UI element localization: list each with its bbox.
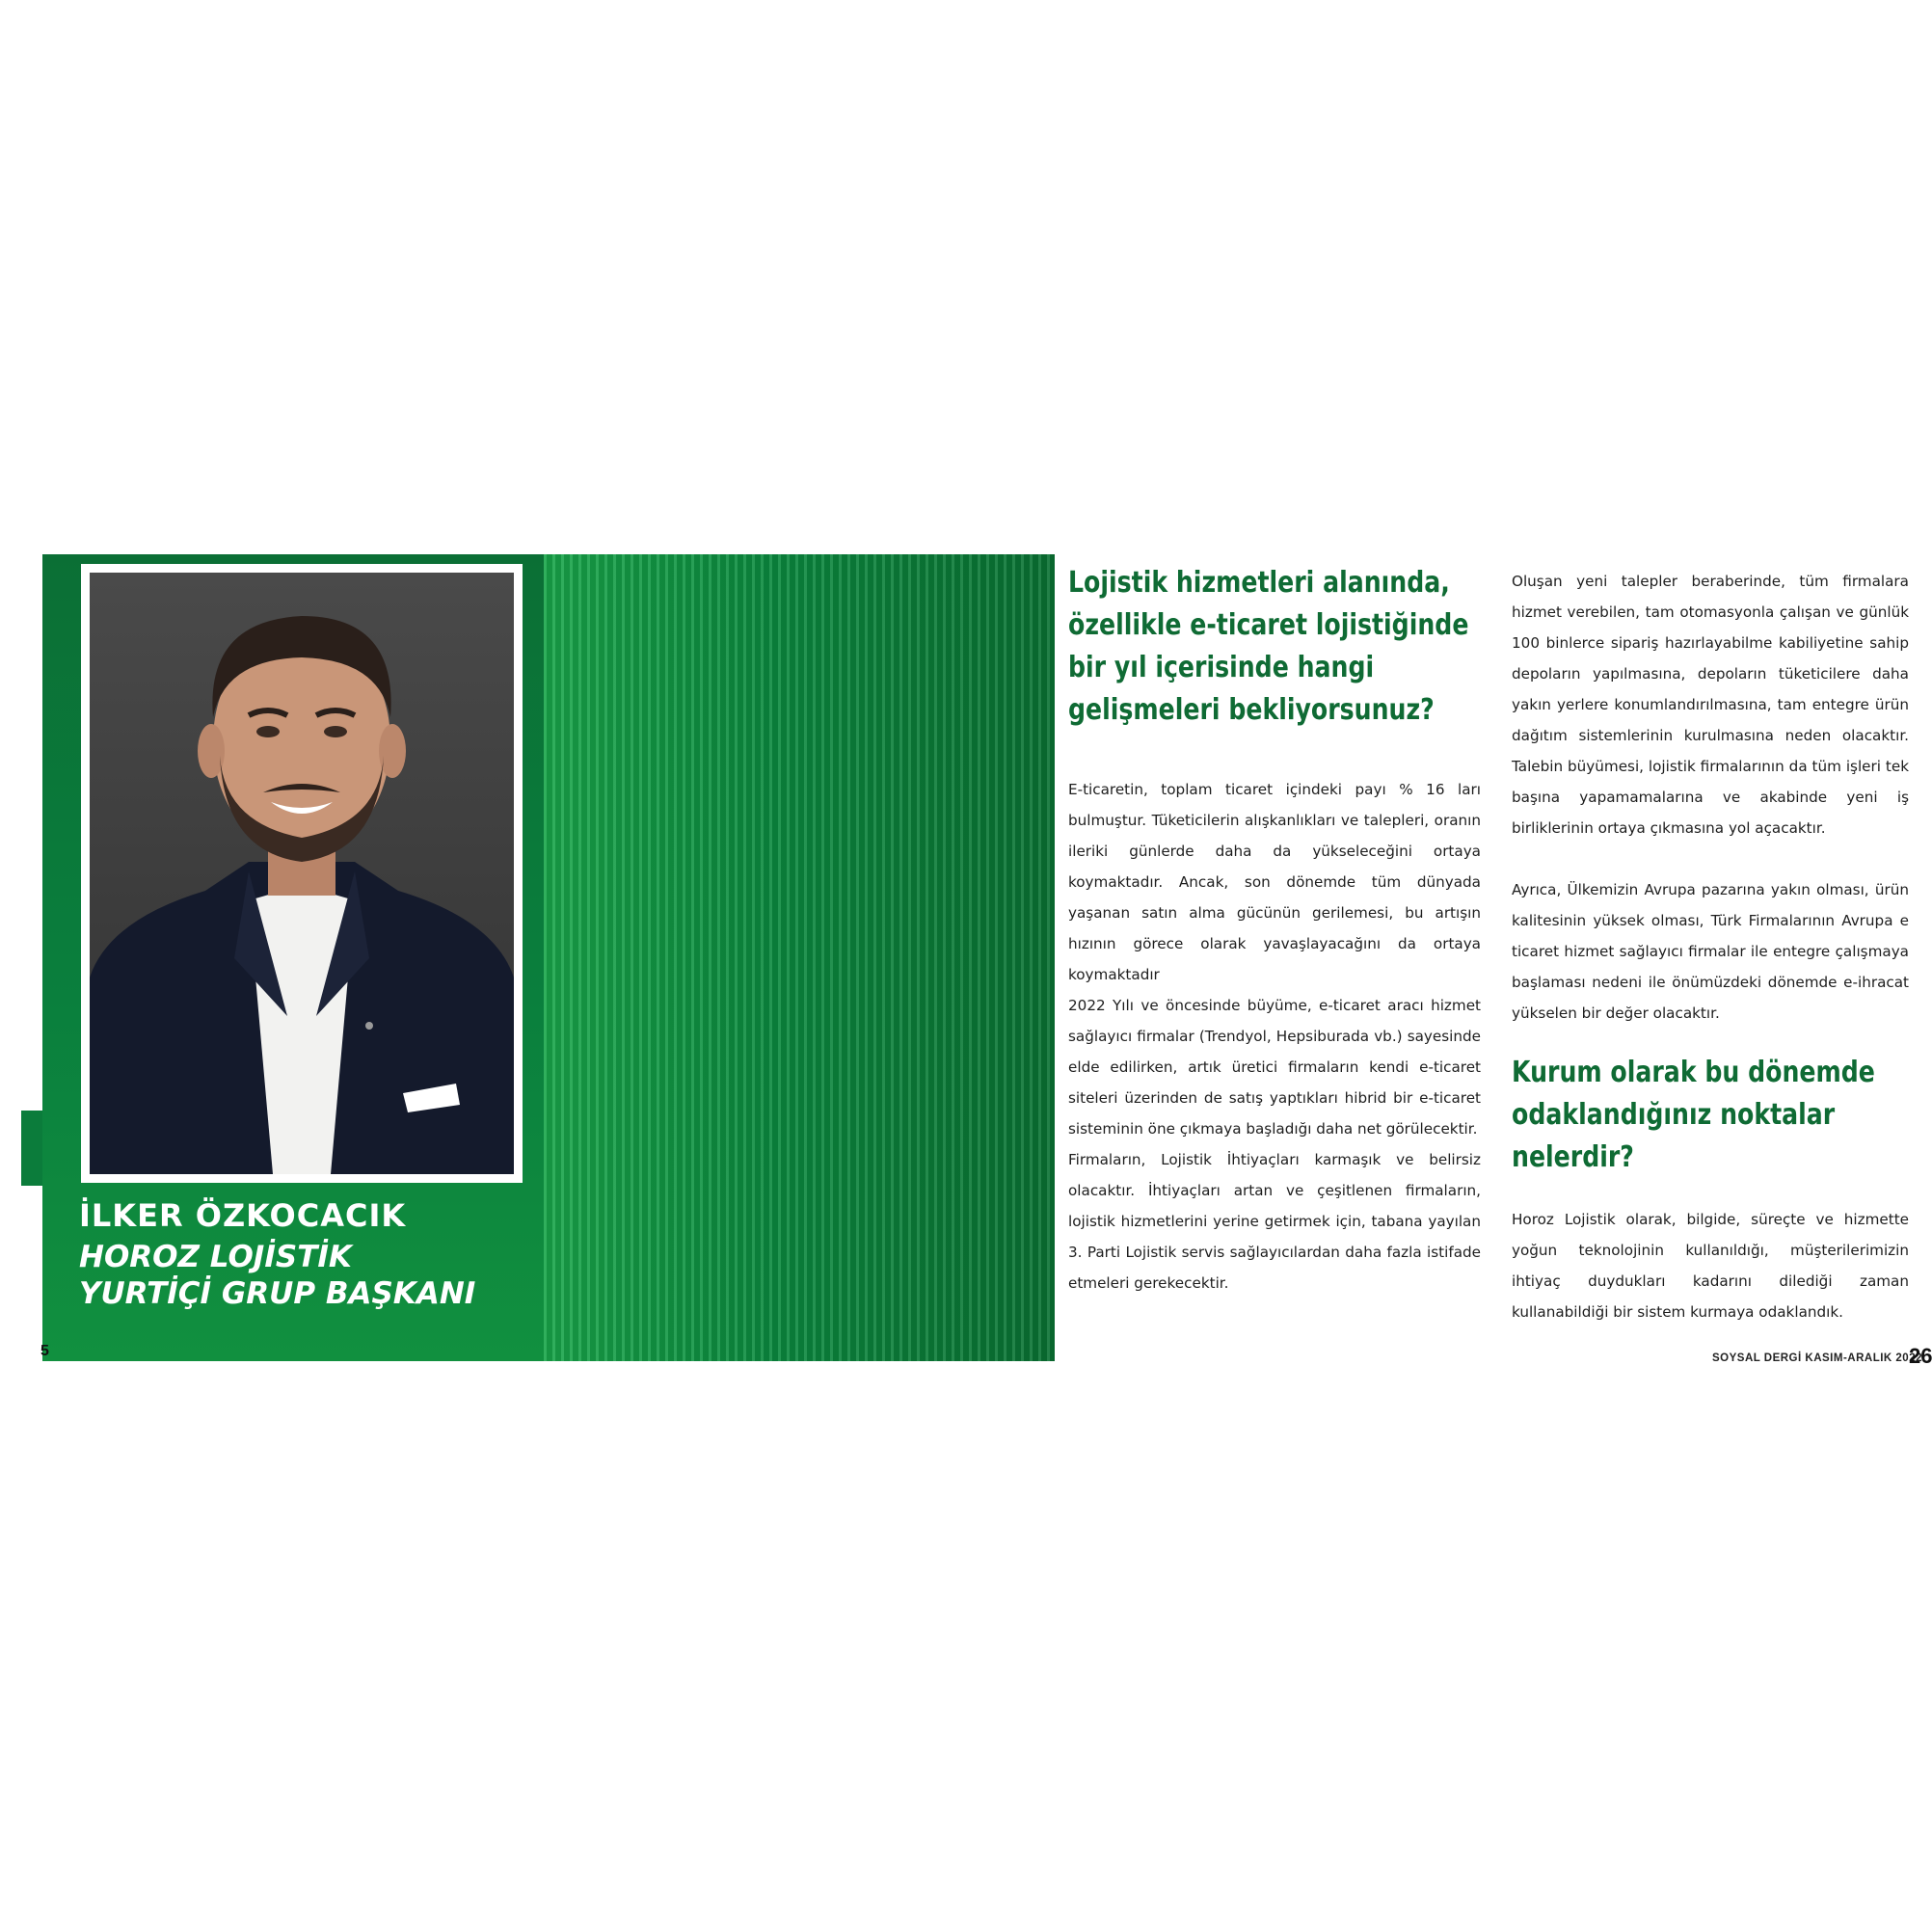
person-illustration: [90, 573, 514, 1174]
paragraph: Oluşan yeni talepler beraberinde, tüm firmalara hizmet verebilen, tam otomasyonla çalışan ve günlük 100 binlerce sipariş hazırlayabilme kabiliyetine sahip depoların yapılmasına, depoların tüketicilere daha yakın yerlere konumlandırılmasına, tam entegre ürün dağıtım sistemlerinin kurulmasına neden olacaktır. Talebin büyümesi, lojistik firmalarının da tüm işleri tek başına yapamamalarına ve akabinde yeni iş birliklerinin ortaya çıkmasına yol açacaktır.: [1512, 573, 1909, 837]
paragraph: Horoz Lojistik olarak, bilgide, süreçte ve hizmette yoğun teknolojinin kullanıldığı, müşterilerimizin ihtiyaç duydukları kadarını dilediği zaman kullanabildiği bir sistem kurmaya odaklandık.: [1512, 1211, 1909, 1321]
text-column-1: [1068, 554, 1481, 1299]
person-title-line: YURTİÇİ GRUP BAŞKANI: [79, 1276, 476, 1311]
paragraph: 2022 Yılı ve öncesinde büyüme, e-ticaret aracı hizmet sağlayıcı firmalar (Trendyol, Hepsiburada vb.) sayesinde elde edilirken, artık üretici firmaların kendi e-ticaret siteleri üzerinden de satış yaptıkları hibrid bir e-ticaret sisteminin öne çıkmaya başladığı daha net görülecektir.: [1068, 997, 1481, 1138]
text-column-2: [1512, 554, 1909, 1327]
page-number-left: 5: [40, 1343, 49, 1359]
green-page: [42, 554, 1055, 1361]
question-heading-1: Lojistik hizmetleri alanında, özellikle e-ticaret lojistiğinde bir yıl içerisinde hangi gelişmeleri bekliyorsunuz?: [1068, 566, 1469, 727]
page-number-right: 26: [1909, 1344, 1932, 1368]
portrait-photo: [90, 573, 514, 1174]
portrait-frame: [81, 564, 523, 1183]
person-name: İLKER ÖZKOCACIK: [79, 1197, 407, 1234]
paragraph: E-ticaretin, toplam ticaret içindeki payı % 16 ları bulmuştur. Tüketicilerin alışkanlıkları ve talepleri, oranın ileriki günlerde daha da yükseleceğini ortaya koymaktadır. Ancak, son dönemde tüm dünyada yaşanan satın alma gücünün gerilemesi, bu artışın hızının görece olarak yavaşlayacağını da ortaya koymaktadır: [1068, 781, 1481, 983]
person-title: [79, 1239, 475, 1312]
magazine-footer: SOYSAL DERGİ KASIM-ARALIK 2022: [1712, 1352, 1922, 1364]
person-title-line: HOROZ LOJİSTİK: [79, 1240, 352, 1274]
magazine-spread: [19, 554, 1932, 1368]
paragraph: Ayrıca, Ülkemizin Avrupa pazarına yakın olması, ürün kalitesinin yüksek olması, Türk Firmalarının Avrupa e ticaret hizmet sağlayıcı firmalar ile entegre çalışmaya başlaması nedeni ile önümüzdeki dönemde e-ihracat yükselen bir değer olacaktır.: [1512, 881, 1909, 1022]
side-tab-decoration: [21, 1111, 42, 1186]
striped-pattern: [544, 554, 1055, 1361]
question-heading-2: Kurum olarak bu dönemde odaklandığınız noktalar nelerdir?: [1512, 1056, 1875, 1174]
paragraph: Firmaların, Lojistik İhtiyaçları karmaşık ve belirsiz olacaktır. İhtiyaçları artan ve çeşitlenen firmaların, lojistik hizmetlerini yerine getirmek için, tabana yayılan 3. Parti Lojistik servis sağlayıcılardan daha fazla istifade etmeleri gerekecektir.: [1068, 1151, 1481, 1292]
